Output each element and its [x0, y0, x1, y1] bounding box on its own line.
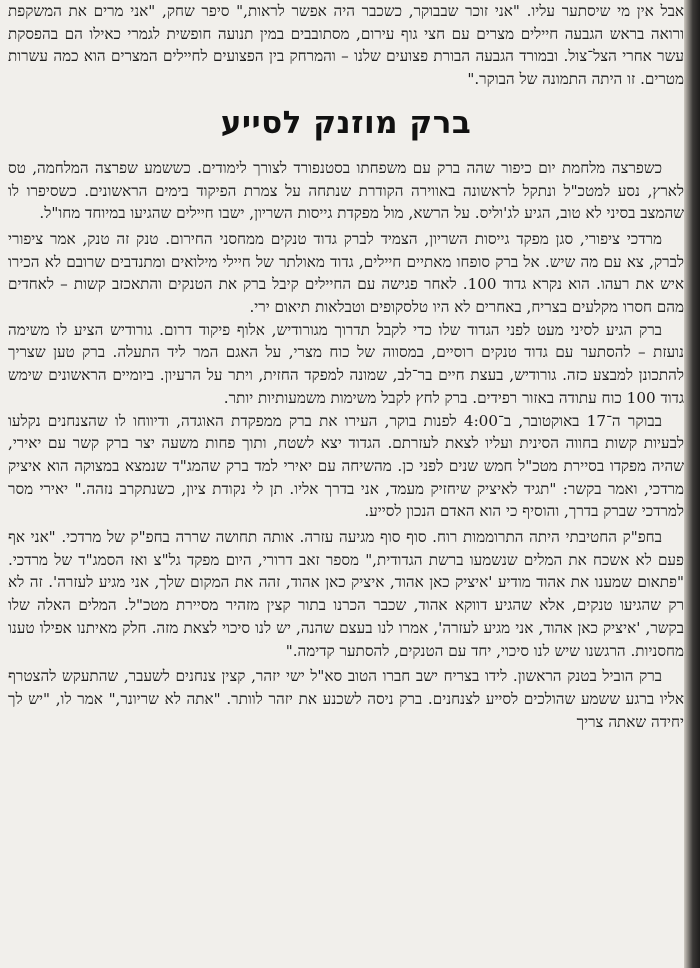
- body-paragraph: כשפרצה מלחמת יום כיפור שהה ברק עם משפחתו בסטנפורד לצורך לימודים. כששמע שפרצה המלחמה, טס לארץ, נסע למטכ"ל ונתקל לראשונה באווירה הקודרת שנתחה על צמרת הפיקוד בימים הראשונים. כשסיפרו לו שהמצב בסיני לא טוב, הגיע לג'וליס. על הרשא, מול מפקדת גייסות השריון, ישבו חיילים שהגיעו במיוחד מחו"ל.: [8, 158, 684, 223]
- body-paragraph: ברק הגיע לסיני מעט לפני הגדוד שלו כדי לקבל תדרוך מגורודיש, אלוף פיקוד דרום. גורודיש הציע לו משימה נועזת – להסתער עם גדוד טנקים רוסיים, במסווה של כוח מצרי, על האגם המר ליד התעלה. ברק טען שצריך להתכונן למבצע כזה. גורודיש, בעצת חיים בר־לב, שמונה למפקד החזית, ויתר על הרעיון. ביומיים הראשונים שימש גדוד 100 כוח עתודה באזור רפידים. ברק לחץ לקבל משימות משמעותיות יותר.: [8, 320, 684, 407]
- article-headline: ברק מוזנק לסייע: [220, 104, 472, 141]
- body-paragraph: ברק הוביל בטנק הראשון. לידו בצריח ישב חברו הטוב סא"ל ישי יזהר, קצין צנחנים לשעבר, שהתעקש להצטרף אליו ברגע ששמע שהולכים לסייע לצנחנים. ברק ניסה לשכנע את יזהר לוותר. "אתה לא שריונר," אמר לו, "יש לך יחידה שאתה צריך: [8, 667, 684, 731]
- scan-shadow-edge: [684, 0, 700, 968]
- body-paragraph: מרדכי ציפורי, סגן מפקד גייסות השריון, הצמיד לברק גדוד טנקים ממחסני החירום. טנק זה טנק, אמר ציפורי לברק, צא עם מה שיש. אל ברק סופחו מאתיים חיילים, גדוד מאולתר של חיילי מילואים ומתנדבים שרובם לא הכירו איש את רעהו. הוא נקרא גדוד 100. לאחר פגישה עם החיילים קיבל ברק את הטנקים והתאכזב קשות – לאחדים מהם חסרו מקלעים בצריח, באחרים לא היו טלסקופים וטבלאות תיאום ירי.: [8, 229, 684, 317]
- body-paragraph: בחפ"ק החטיבתי היתה התרוממות רוח. סוף סוף מגיעה עזרה. אותה תחושה שררה בחפ"ק של מרדכי. "אני אף פעם לא אשכח את המלים שנשמעו ברשת הגדודית," מספר זאב דרורי, היום מפקד גל"צ ואז הסמג"ד של מרדכי. "פתאום שמענו את אהוד מודיע 'איציק כאן אהוד, איציק כאן אהוד, זהה את המקום שלך, אני מגיע לעזרה'. זה לא רק שהגיעו טנקים, אלא שהגיע דווקא אהוד, שכבר הכרנו בתור קצין מזהיר מסיירת מטכ"ל. המלים האלה שלו בקשר, 'איציק כאן אהוד, אני מגיע לעזרה', אמרו לנו בעצם שהנה, יש לנו סיכוי לצאת מזה. חלק מאיתנו אפילו טענו מחסניות. הרגשנו שיש לנו סיכוי, יחד עם הטנקים, להסתער קדימה.": [8, 528, 684, 660]
- body-paragraph: בבוקר ה־17 באוקטובר, ב־4:00 לפנות בוקר, העירו את ברק ממפקדת האוגדה, ודיווחו לו שהצנחנים נקלעו לבעיות קשות בחווה הסינית ועליו לצאת לעזרתם. הגדוד יצא לשטח, ותוך פחות משעה יצר ברק קשר עם יאירי, שהיה מפקדו בסיירת מטכ"ל חמש שנים לפני כן. מהשיחה עם יאירי למד ברק שהמג"ד שנמצא במצוקה הוא איציק מרדכי, ואמר בקשר: "תגיד לאיציק שיחזיק מעמד, אני בדרך אליו. תן לי נקודת ציון, כשנתקרב נזהה." יאירי מסר למרדכי שברק בדרך, והוסיף כי הוא האדם הנכון לסייע.: [8, 411, 684, 521]
- newspaper-page: [8, 0, 684, 968]
- intro-paragraph: אבל אין מי שיסתער עליו. "אני זוכר שבבוקר, כשכבר היה אפשר לראות," סיפר שחק, "אני מרים את המשקפת ורואה בראש הגבעה חיילים מצרים עם חצי גוף עירום, מסתובבים במין תנועה חופשית לגמרי כאילו הם בהפסקת עשר אחרי הצל־צול. ובמורד הגבעה הבורת פצועים שלנו – והמרחק בין הפצועים לחיילים המצרים הוא כמה עשרות מטרים. זו היתה התמונה של הבוקר.": [8, 2, 684, 89]
